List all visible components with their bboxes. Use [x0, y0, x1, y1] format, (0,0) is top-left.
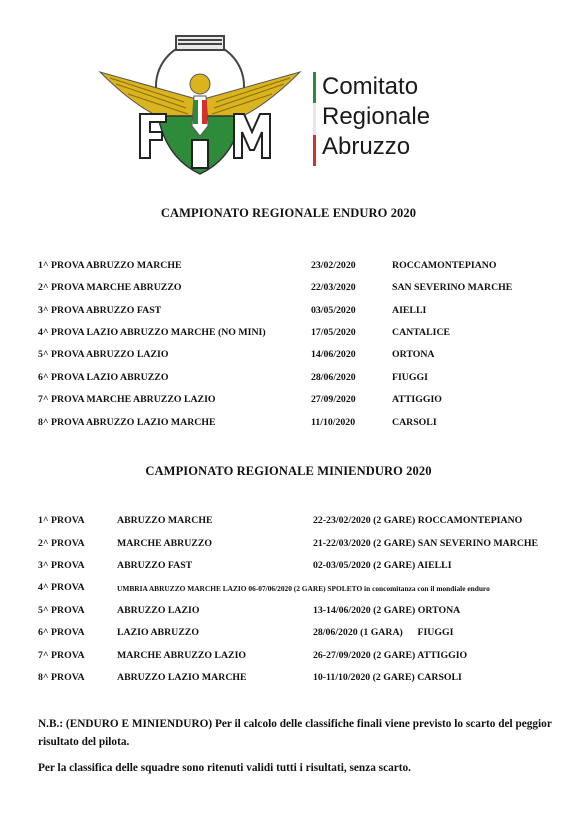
minienduro-region: MARCHE ABRUZZO LAZIO	[117, 650, 247, 661]
notes	[38, 715, 568, 785]
minienduro-date-place: 13-14/06/2020 (2 GARE) ORTONA	[313, 605, 461, 616]
enduro-date: 03/05/2020	[311, 305, 356, 316]
minienduro-round: 2^ PROVA	[38, 538, 85, 549]
enduro-row	[0, 282, 577, 298]
enduro-place: CANTALICE	[392, 327, 451, 338]
org-line-1: Comitato	[322, 73, 419, 100]
minienduro-row	[0, 627, 577, 643]
enduro-date: 22/03/2020	[311, 282, 356, 293]
enduro-date: 23/02/2020	[311, 260, 356, 271]
enduro-place: CARSOLI	[392, 417, 437, 428]
minienduro-round: 7^ PROVA	[38, 650, 85, 661]
enduro-round: 2^ PROVA MARCHE ABRUZZO	[38, 282, 182, 293]
minienduro-title: CAMPIONATO REGIONALE MINIENDURO 2020	[145, 464, 432, 478]
enduro-round: 6^ PROVA LAZIO ABRUZZO	[38, 372, 169, 383]
enduro-row	[0, 305, 577, 321]
enduro-row	[0, 372, 577, 388]
minienduro-date-place: 26-27/09/2020 (2 GARE) ATTIGGIO	[313, 650, 468, 661]
note-nb: N.B.: (ENDURO E MINIENDURO) Per il calcolo delle classifiche finali viene previsto lo scarto del peggior risultato del pilota.	[38, 718, 552, 748]
enduro-round: 3^ PROVA ABRUZZO FAST	[38, 305, 162, 316]
minienduro-region: ABRUZZO FAST	[117, 560, 193, 571]
enduro-round: 5^ PROVA ABRUZZO LAZIO	[38, 349, 169, 360]
fmi-logo	[96, 28, 304, 178]
minienduro-date-place: 21-22/03/2020 (2 GARE) SAN SEVERINO MARCHE	[313, 538, 539, 549]
enduro-place: ROCCAMONTEPIANO	[392, 260, 497, 271]
minienduro-region: ABRUZZO LAZIO	[117, 605, 200, 616]
enduro-round: 1^ PROVA ABRUZZO MARCHE	[38, 260, 182, 271]
minienduro-row	[0, 560, 577, 576]
enduro-round: 4^ PROVA LAZIO ABRUZZO MARCHE (NO MINI)	[38, 327, 266, 338]
tricolor-divider	[313, 72, 316, 166]
minienduro-row	[0, 582, 577, 598]
enduro-place: SAN SEVERINO MARCHE	[392, 282, 513, 293]
minienduro-details: UMBRIA ABRUZZO MARCHE LAZIO 06-07/06/2020 (2 GARE) SPOLETO in concomitanza con il mondiale enduro	[117, 584, 490, 593]
header	[0, 0, 577, 200]
enduro-round: 7^ PROVA MARCHE ABRUZZO LAZIO	[38, 394, 216, 405]
enduro-round: 8^ PROVA ABRUZZO LAZIO MARCHE	[38, 417, 216, 428]
enduro-place: ATTIGGIO	[392, 394, 442, 405]
minienduro-region: ABRUZZO MARCHE	[117, 515, 213, 526]
minienduro-round: 4^ PROVA	[38, 582, 85, 593]
org-line-2: Regionale	[322, 103, 431, 130]
organization-name	[322, 72, 430, 162]
minienduro-row	[0, 672, 577, 688]
minienduro-row	[0, 538, 577, 554]
enduro-row	[0, 417, 577, 433]
minienduro-row	[0, 650, 577, 666]
enduro-date: 11/10/2020	[311, 417, 356, 428]
note-teams: Per la classifica delle squadre sono ritenuti validi tutti i risultati, senza scarto.	[38, 762, 411, 774]
minienduro-round: 1^ PROVA	[38, 515, 85, 526]
minienduro-date-place: 22-23/02/2020 (2 GARE) ROCCAMONTEPIANO	[313, 515, 523, 526]
minienduro-region: MARCHE ABRUZZO	[117, 538, 212, 549]
minienduro-date-place: 10-11/10/2020 (2 GARE) CARSOLI	[313, 672, 462, 683]
enduro-place: ORTONA	[392, 349, 435, 360]
enduro-date: 28/06/2020	[311, 372, 356, 383]
minienduro-row	[0, 515, 577, 531]
enduro-row	[0, 327, 577, 343]
org-line-3: Abruzzo	[322, 133, 411, 160]
enduro-date: 17/05/2020	[311, 327, 356, 338]
enduro-row	[0, 349, 577, 365]
eagle-icon	[190, 74, 210, 136]
minienduro-round: 3^ PROVA	[38, 560, 85, 571]
enduro-place: AIELLI	[392, 305, 427, 316]
minienduro-date-place: 02-03/05/2020 (2 GARE) AIELLI	[313, 560, 452, 571]
enduro-row	[0, 260, 577, 276]
enduro-row	[0, 394, 577, 410]
enduro-date: 14/06/2020	[311, 349, 356, 360]
minienduro-round: 8^ PROVA	[38, 672, 85, 683]
enduro-title: CAMPIONATO REGIONALE ENDURO 2020	[160, 206, 417, 220]
enduro-date: 27/09/2020	[311, 394, 356, 405]
minienduro-region: ABRUZZO LAZIO MARCHE	[117, 672, 247, 683]
minienduro-date-place: 28/06/2020 (1 GARA) FIUGGI	[313, 627, 454, 638]
minienduro-row	[0, 605, 577, 621]
minienduro-region: LAZIO ABRUZZO	[117, 627, 199, 638]
enduro-place: FIUGGI	[392, 372, 428, 383]
minienduro-round: 6^ PROVA	[38, 627, 85, 638]
minienduro-round: 5^ PROVA	[38, 605, 85, 616]
